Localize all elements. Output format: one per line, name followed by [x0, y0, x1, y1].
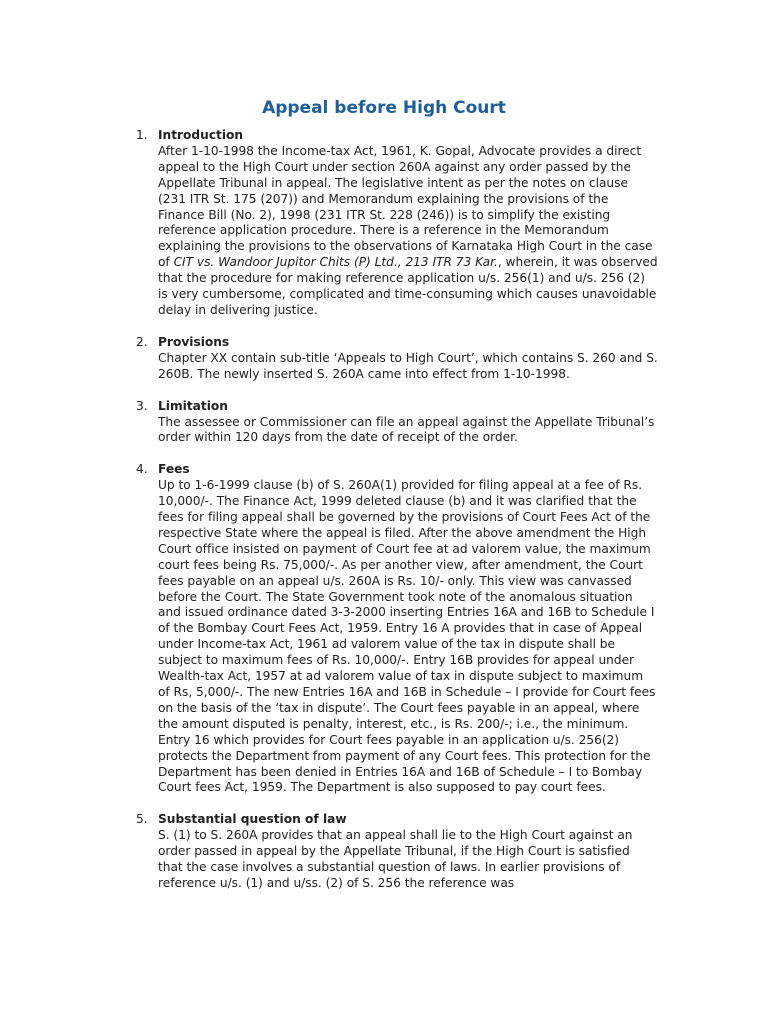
section-heading: Substantial question of law	[158, 812, 347, 827]
section-list	[0, 128, 768, 908]
section-body	[158, 144, 658, 319]
section-body	[158, 351, 658, 383]
case-citation: CIT vs. Wandoor Jupitor Chits (P) Ltd., 213 ITR 73 Kar.	[173, 255, 498, 270]
section-number: 3.	[136, 398, 148, 413]
document-title: Appeal before High Court	[262, 98, 506, 118]
section-body	[158, 828, 658, 892]
section-number: 4.	[136, 462, 148, 477]
section-paragraph	[158, 144, 658, 319]
section-fees	[0, 462, 768, 796]
body-text: After 1-10-1998 the Income-tax Act, 1961, K. Gopal, Advocate provides a direct appeal to the High Court under section 260A against any order passed by the Appellate Tribunal in appeal. The legislative intent as per the notes on clause (231 ITR St. 175 (207)) and Memorandum explaining the provisions of the Finance Bill (No. 2), 1998 (231 ITR St. 228 (246)) is to simplify the existing reference application procedure. There is a reference in the Memorandum explaining the provisions to the observations of Karnataka High Court in the case of	[158, 143, 653, 270]
section-substantial-question	[0, 812, 768, 892]
section-paragraph: Chapter XX contain sub-title ‘Appeals to High Court’, which contains S. 260 and S. 260B. The newly inserted S. 260A came into effect from 1-10-1998.	[158, 350, 658, 381]
section-introduction	[0, 128, 768, 319]
section-body	[158, 415, 658, 447]
section-paragraph: Up to 1-6-1999 clause (b) of S. 260A(1) provided for filing appeal at a fee of Rs. 10,000/-. The Finance Act, 1999 deleted clause (b) and it was clarified that the fees for filing appeal shall be governed by the provisions of Court Fees Act of the respective State where the appeal is filed. After the above amendment the High Court office insisted on payment of Court fee at ad valorem value, the maximum court fees being Rs. 75,000/-. As per another view, after amendment, the Court fees payable on an appeal u/s. 260A is Rs. 10/- only. This view was canvassed before the Court. The State Government took note of the anomalous situation and issued ordinance dated 3-3-2000 inserting Entries 16A and 16B to Schedule I of the Bombay Court Fees Act, 1959. Entry 16 A provides that in case of Appeal under Income-tax Act, 1961 ad valorem value of the tax in dispute shall be subject to maximum fees of Rs. 10,000/-. Entry 16B provides for appeal under Wealth-tax Act, 1957 at ad valorem value of tax in dispute subject to maximum of Rs, 5,000/-. The new Entries 16A and 16B in Schedule – I provide for Court fees on the basis of the ‘tax in dispute’. The Court fees payable in an appeal, where the amount disputed is penalty, interest, etc., is Rs. 200/-; i.e., the minimum. Entry 16 which provides for Court fees payable in an application u/s. 256(2) protects the Department from payment of any Court fees. This protection for the Department has been denied in Entries 16A and 16B of Schedule – I to Bombay Court fees Act, 1959. The Department is also supposed to pay court fees.	[158, 478, 656, 795]
section-heading: Introduction	[158, 128, 244, 142]
section-number: 5.	[136, 812, 148, 827]
section-provisions	[0, 335, 768, 383]
section-heading: Fees	[158, 462, 190, 477]
body-text: , wherein, it was observed that the procedure for making reference application u/s. 256(1) and u/s. 256 (2) is very cumbersome, complicated and time-consuming which causes unavoidable delay in delivering justice.	[158, 255, 658, 317]
section-body	[158, 478, 658, 796]
section-heading: Limitation	[158, 398, 228, 413]
section-heading: Provisions	[158, 334, 230, 349]
section-limitation	[0, 399, 768, 447]
section-paragraph: The assessee or Commissioner can file an appeal against the Appellate Tribunal’s order within 120 days from the date of receipt of the order.	[158, 414, 655, 445]
section-number: 1.	[136, 128, 148, 142]
section-number: 2.	[136, 334, 148, 349]
section-paragraph: S. (1) to S. 260A provides that an appeal shall lie to the High Court against an order passed in appeal by the Appellate Tribunal, if the High Court is satisfied that the case involves a substantial question of laws. In earlier provisions of reference u/s. (1) and u/ss. (2) of S. 256 the reference was	[158, 828, 633, 890]
